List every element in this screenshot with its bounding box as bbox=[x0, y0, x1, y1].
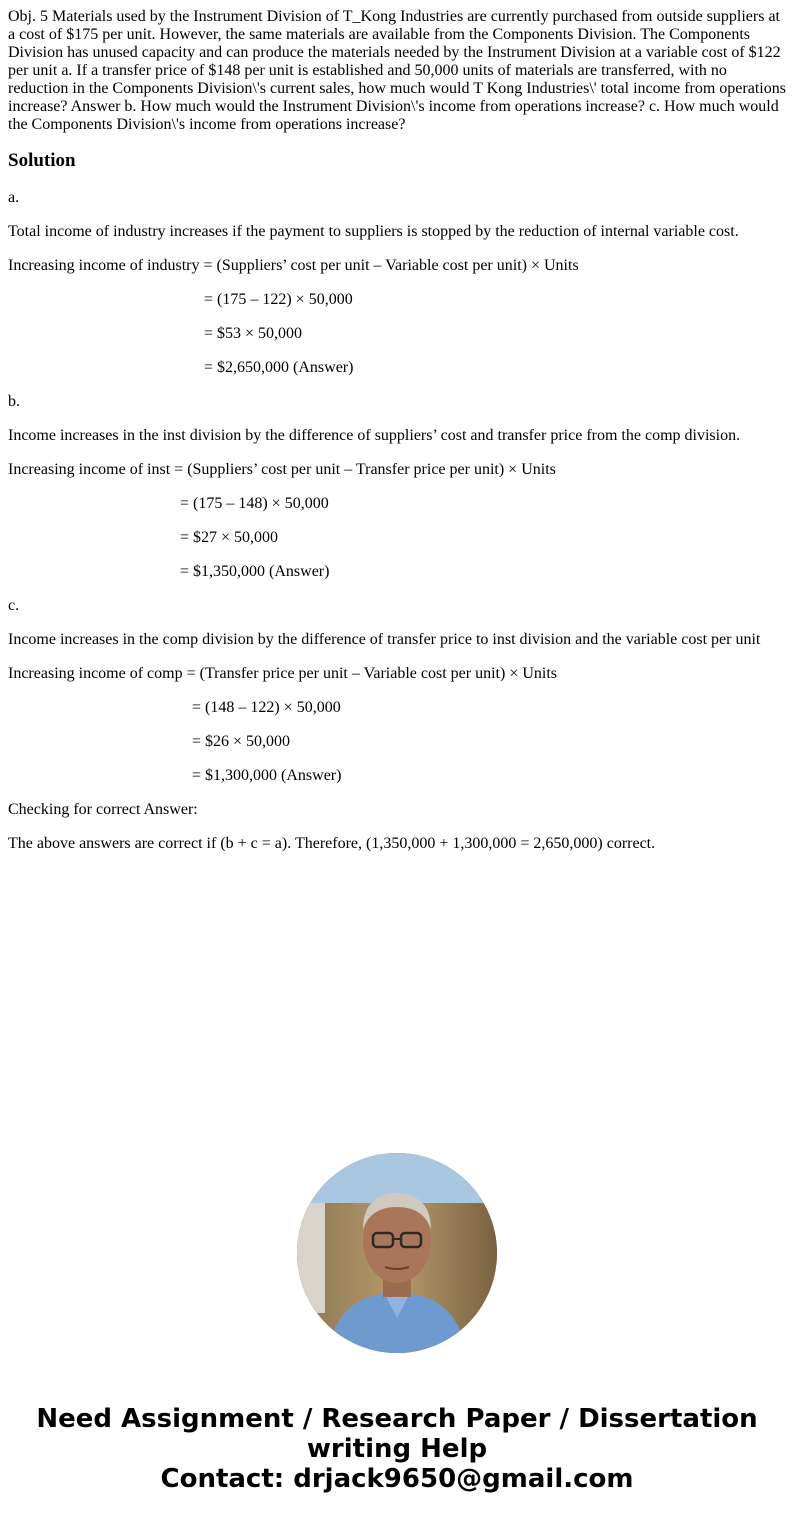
part-b-step-2: = $27 × 50,000 bbox=[180, 529, 279, 546]
part-b-formula: Increasing income of inst = (Suppliers’ cost per unit – Transfer price per unit) × Units bbox=[8, 461, 556, 478]
author-photo-container bbox=[0, 1153, 794, 1353]
contact-banner bbox=[0, 1404, 794, 1494]
part-a-step-1: = (175 – 122) × 50,000 bbox=[204, 291, 353, 308]
part-c-step-3: = $1,300,000 (Answer) bbox=[192, 767, 342, 784]
question-text: Obj. 5 Materials used by the Instrument Division of T_Kong Industries are currently purchased from outside suppliers at a cost of $175 per unit. However, the same materials are available from the Components Division. The Components Division has unused capacity and can produce the materials needed by the Instrument Division at a variable cost of $122 per unit a. If a transfer price of $148 per unit is established and 50,000 units of materials are transferred, with no reduction in the Components Division\'s current sales, how much would T Kong Industries\' total income from operations increase? Answer b. How much would the Instrument Division\'s income from operations increase? c. How much would the Components Division\'s income from operations increase? bbox=[8, 8, 786, 133]
part-b-label: b. bbox=[8, 393, 20, 410]
part-a-step-2: = $53 × 50,000 bbox=[204, 325, 303, 342]
contact-line-3: Contact: drjack9650@gmail.com bbox=[160, 1464, 634, 1494]
solution-heading: Solution bbox=[8, 150, 76, 171]
author-avatar bbox=[297, 1153, 497, 1353]
check-text: The above answers are correct if (b + c = a). Therefore, (1,350,000 + 1,300,000 = 2,650,000) correct. bbox=[8, 835, 656, 852]
part-a-formula: Increasing income of industry = (Suppliers’ cost per unit – Variable cost per unit) × Units bbox=[8, 257, 579, 274]
part-c-explanation: Income increases in the comp division by the difference of transfer price to inst division and the variable cost per unit bbox=[8, 631, 761, 648]
part-a-label: a. bbox=[8, 189, 20, 206]
part-a-step-3: = $2,650,000 (Answer) bbox=[204, 359, 354, 376]
part-b-step-3: = $1,350,000 (Answer) bbox=[180, 563, 330, 580]
part-c-formula: Increasing income of comp = (Transfer price per unit – Variable cost per unit) × Units bbox=[8, 665, 558, 682]
check-heading: Checking for correct Answer: bbox=[8, 801, 198, 818]
part-b-step-1: = (175 – 148) × 50,000 bbox=[180, 495, 329, 512]
part-c-step-1: = (148 – 122) × 50,000 bbox=[192, 699, 341, 716]
part-b-explanation: Income increases in the inst division by the difference of suppliers’ cost and transfer price from the comp division. bbox=[8, 427, 741, 444]
part-a-explanation: Total income of industry increases if the payment to suppliers is stopped by the reduction of internal variable cost. bbox=[8, 223, 739, 240]
contact-line-1: Need Assignment / Research Paper / Dissertation bbox=[36, 1404, 758, 1434]
contact-line-2: writing Help bbox=[306, 1434, 488, 1464]
author-portrait-image bbox=[297, 1153, 497, 1353]
part-c-label: c. bbox=[8, 597, 20, 614]
part-c-step-2: = $26 × 50,000 bbox=[192, 733, 291, 750]
